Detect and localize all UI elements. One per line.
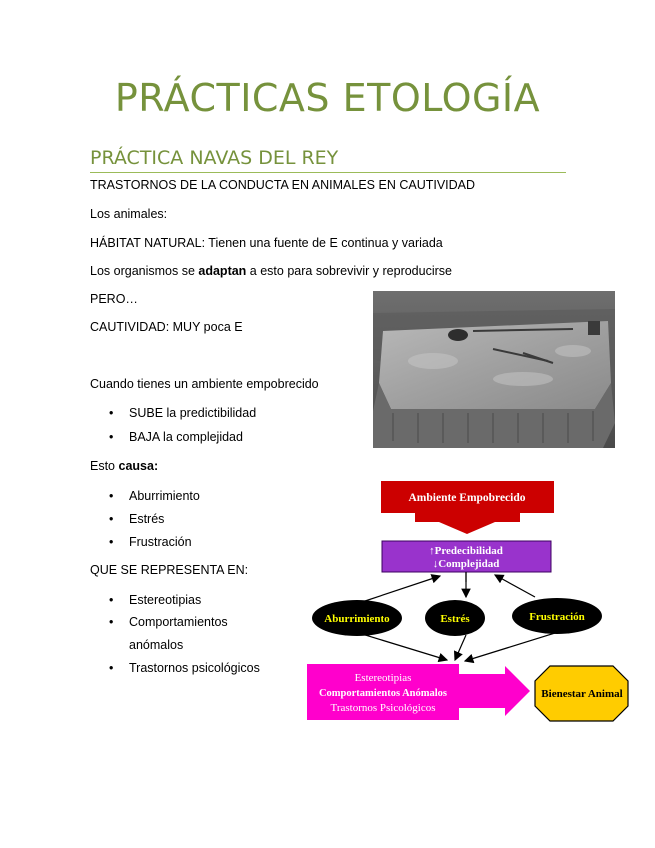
enclosure-photo <box>373 291 615 448</box>
animals-line: Los animales: <box>90 207 168 221</box>
bullet-icon: • <box>109 430 114 444</box>
right-arrow-icon <box>459 666 530 716</box>
box-estereotipias-label: Estereotipias <box>354 672 412 684</box>
bullet-icon: • <box>109 535 114 549</box>
ellipse-estres-label: Estrés <box>440 613 470 625</box>
list-item: SUBE la predictibilidad <box>129 406 257 420</box>
adapt-line-bold: adaptan <box>198 264 247 278</box>
pero-line: PERO… <box>90 292 138 306</box>
adapt-line-post: a esto para sobrevivir y reproducirse <box>246 264 452 278</box>
bullet-icon: • <box>109 615 114 629</box>
adapt-line-pre: Los organismos se <box>90 264 199 278</box>
bullet-icon: • <box>109 512 114 526</box>
box-comportamientos-label: Comportamientos Anómalos <box>318 688 448 699</box>
list-item: BAJA la complejidad <box>129 430 243 444</box>
bullet-icon: • <box>109 406 114 420</box>
flow-diagram <box>305 478 635 728</box>
bullet-icon: • <box>109 593 114 607</box>
causa-pre: Esto <box>90 459 119 473</box>
habitat-line: HÁBITAT NATURAL: Tienen una fuente de E continua y variada <box>90 236 443 250</box>
bullet-icon: • <box>109 661 114 675</box>
causa-line <box>90 459 158 473</box>
list-item: Comportamientos <box>129 615 228 629</box>
cautividad-line: CAUTIVIDAD: MUY poca E <box>90 320 243 334</box>
list-item: Trastornos psicológicos <box>129 661 260 675</box>
box-predecibilidad-label: ↑Predecibilidad <box>429 545 503 557</box>
section-title: PRÁCTICA NAVAS DEL REY <box>90 147 339 169</box>
box-complejidad-label: ↓Complejidad <box>432 558 500 570</box>
box-ambiente-label: Ambiente Empobrecido <box>408 492 526 504</box>
bullet-icon: • <box>109 489 114 503</box>
section-divider <box>90 172 566 173</box>
box-trastornos-label: Trastornos Psicológicos <box>330 702 436 714</box>
list-item: Frustración <box>129 535 192 549</box>
down-arrow-icon <box>415 513 520 534</box>
list-item-continuation: anómalos <box>129 638 184 652</box>
ambiente-line: Cuando tienes un ambiente empobrecido <box>90 377 319 391</box>
topic-heading: TRASTORNOS DE LA CONDUCTA EN ANIMALES EN CAUTIVIDAD <box>90 178 476 192</box>
ellipse-aburrimiento-label: Aburrimiento <box>324 613 390 625</box>
page-title: PRÁCTICAS ETOLOGÍA <box>114 76 541 120</box>
adapt-line <box>90 264 452 278</box>
causa-bold: causa: <box>118 459 159 473</box>
octagon-bienestar-label: Bienestar Animal <box>541 688 623 700</box>
list-item: Estrés <box>129 512 165 526</box>
list-item: Aburrimiento <box>129 489 200 503</box>
representa-line: QUE SE REPRESENTA EN: <box>90 563 249 577</box>
ellipse-frustracion-label: Frustración <box>529 611 585 623</box>
list-item: Estereotipias <box>129 593 202 607</box>
